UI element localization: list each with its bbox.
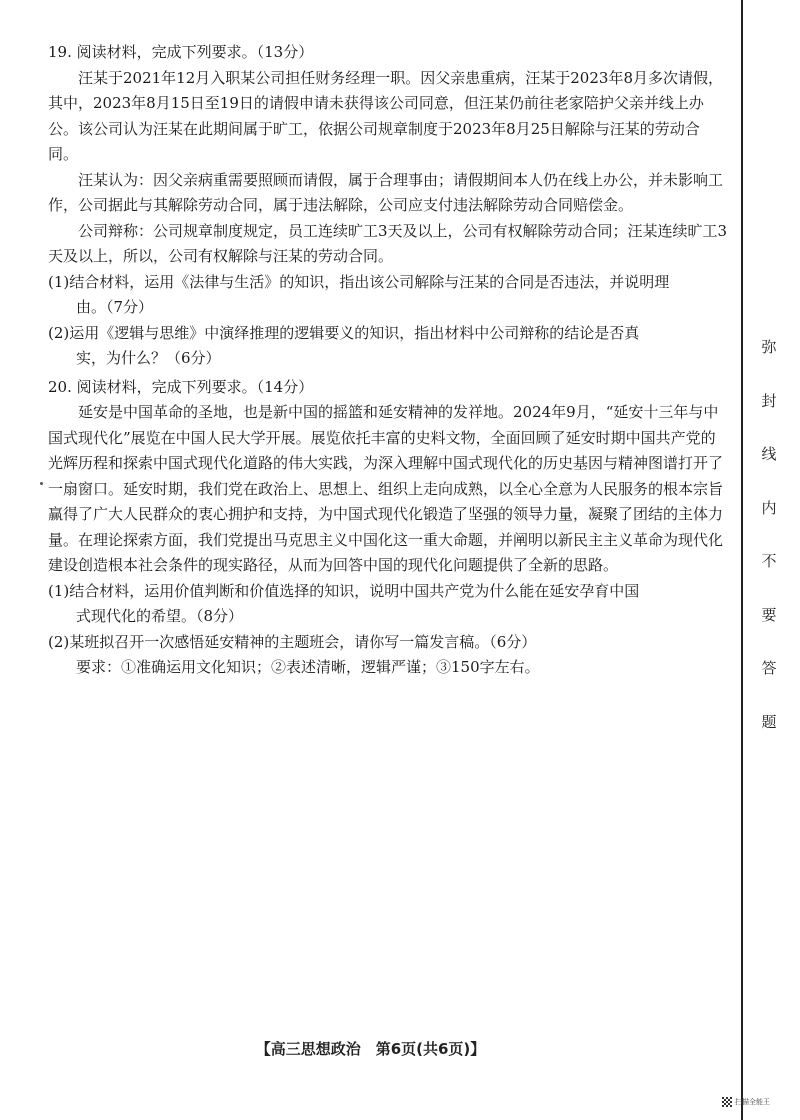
q20-sub1-line1: (1)结合材料，运用价值判断和价值选择的知识，说明中国共产党为什么能在延安孕育中国	[48, 581, 640, 600]
watermark-text: 扫描全能王	[735, 1098, 770, 1106]
seal-char: 答	[761, 659, 777, 678]
q19-material-3: 公司辩称：公司规章制度规定，员工连续旷工3天及以上，公司有权解除劳动合同；汪某连续旷工3天及以上，所以，公司有权解除与汪某的劳动合同。	[48, 221, 728, 265]
seal-char: 题	[761, 712, 777, 731]
binding-line	[741, 0, 743, 1120]
scanner-watermark	[722, 1097, 770, 1107]
q19-sub1-line1: (1)结合材料，运用《法律与生活》的知识，指出该公司解除与汪某的合同是否违法，并说明理	[48, 272, 670, 291]
page-footer: 【高三思想政治 第6页(共6页)】	[255, 1040, 486, 1058]
seal-char: 不	[761, 552, 777, 571]
qr-icon	[722, 1097, 732, 1107]
q20-sub1-line2: 式现代化的希望。（8分）	[76, 607, 244, 625]
q20-sub2: (2)某班拟召开一次感悟延安精神的主题班会，请你写一篇发言稿。（6分）	[48, 632, 537, 651]
seal-char: 线	[761, 445, 777, 464]
q20-material: 延安是中国革命的圣地，也是新中国的摇篮和延安精神的发祥地。2024年9月，“延安十三年与中国式现代化”展览在中国人民大学开展。展览依托丰富的史料文物，全面回顾了延安时期中国共产党的光辉历程和探索中国式现代化道路的伟大实践，为深入理解中国式现代化的历史基因与精神图谱打开了一扇窗口。延安时期，我们党在政治上、思想上、组织上走向成熟，以全心全意为人民服务的根本宗旨赢得了广大人民群众的衷心拥护和支持，为中国式现代化锻造了坚强的领导力量，凝聚了团结的主体力量。在理论探索方面，我们党提出马克思主义中国化这一重大命题，并阐明以新民主主义革命为现代化建设创造根本社会条件的现实路径，从而为回答中国的现代化问题提供了全新的思路。	[48, 403, 724, 574]
scan-speck	[40, 482, 43, 485]
q19-material-2: 汪某认为：因父亲病重需要照顾而请假，属于合理事由；请假期间本人仍在线上办公，并未影响工作，公司据此与其解除劳动合同，属于违法解除，公司应支付违法解除劳动合同赔偿金。	[48, 170, 724, 214]
q20-heading: 20. 阅读材料，完成下列要求。（14分）	[48, 377, 314, 396]
seal-char: 要	[761, 605, 777, 624]
seal-notice	[757, 336, 781, 732]
q19-sub1-line2: 由。（7分）	[76, 298, 154, 316]
page-content	[48, 40, 728, 681]
q20-requirement: 要求：①准确运用文化知识；②表述清晰，逻辑严谨；③150字左右。	[76, 658, 540, 676]
seal-char: 弥	[761, 338, 777, 356]
q19-sub2-line1: (2)运用《逻辑与思维》中演绎推理的逻辑要义的知识，指出材料中公司辩称的结论是否真	[48, 323, 640, 342]
q19-material-1: 汪某于2021年12月入职某公司担任财务经理一职。因父亲患重病，汪某于2023年8月多次请假，其中，2023年8月15日至19日的请假申请未获得该公司同意，但汪某仍前往老家陪护父亲并线上办公。该公司认为汪某在此期间属于旷工，依据公司规章制度于2023年8月25日解除与汪某的劳动合同。	[48, 68, 723, 163]
seal-char: 内	[761, 498, 777, 517]
q19-sub2-line2: 实，为什么？（6分）	[76, 349, 221, 367]
seal-char: 封	[761, 391, 777, 410]
q19-heading: 19. 阅读材料，完成下列要求。（13分）	[48, 43, 314, 61]
